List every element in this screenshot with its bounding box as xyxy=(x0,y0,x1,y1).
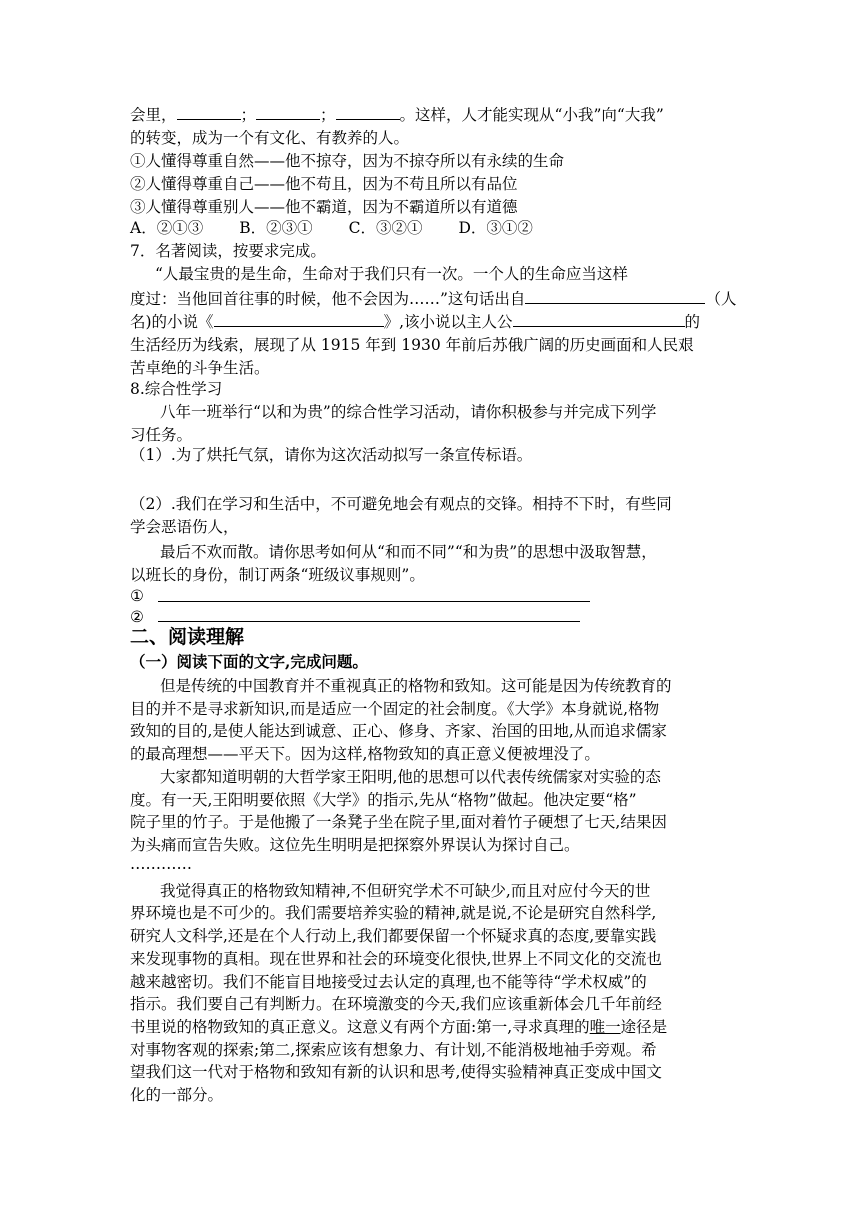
q8-intro-line1: 八年一班举行“以和为贵”的综合性学习活动，请你积极参与并完成下列学 xyxy=(160,403,657,421)
q8-intro-line2: 习任务。 xyxy=(130,426,193,444)
p2-line2: 度。有一天,王阳明要依照《大学》的指示,先从“格物”做起。他决定要“格” xyxy=(130,791,637,809)
q7-line1: “人最宝贵的是生命，生命对于我们只有一次。一个人的生命应当这样 xyxy=(155,265,628,283)
p1-line1: 但是传统的中国教育并不重视真正的格物和致知。这可能是因为传统教育的 xyxy=(160,677,672,695)
q6-option-2: ②人懂得尊重自己——他不苟且，因为不苟且所以有品位 xyxy=(130,175,518,193)
underlined-word: 唯一 xyxy=(589,1018,621,1036)
answer-blank[interactable] xyxy=(336,104,400,120)
ellipsis: ………… xyxy=(130,855,192,873)
p3-line8: 对事物客观的探索;第二,探索应该有想象力、有计划,不能消极地袖手旁观。希 xyxy=(130,1041,657,1059)
q7-line5: 苦卓绝的斗争生活。 xyxy=(130,359,270,377)
p1-line3: 致知的目的,是使人能达到诚意、正心、修身、齐家、治国的田地,从而追求儒家 xyxy=(130,722,667,740)
section-heading: 二、阅读理解 xyxy=(130,626,245,648)
novel-blank[interactable] xyxy=(214,311,384,327)
q7-title: 7．名著阅读，按要求完成。 xyxy=(130,242,326,260)
choice-d[interactable]: D．③①② xyxy=(458,219,533,237)
q8-task2-line3: 最后不欢而散。请你思考如何从“和而不同”“和为贵”的思想中汲取智慧， xyxy=(160,543,657,561)
q8-title: 8.综合性学习 xyxy=(130,380,223,398)
q8-task2-line4: 以班长的身份，制订两条“班级议事规则”。 xyxy=(130,566,425,584)
p1-line2: 目的并不是寻求新知识,而是适应一个固定的社会制度。《大学》本身就说,格物 xyxy=(130,700,660,718)
q6-choices xyxy=(130,217,533,239)
choice-c[interactable]: C．③②① xyxy=(348,219,423,237)
p3-line10: 化的一部分。 xyxy=(130,1086,224,1104)
p2-line4: 为头痛而宣告失败。这位先生明明是把探察外界误认为探讨自己。 xyxy=(130,836,580,854)
protagonist-blank[interactable] xyxy=(513,311,685,327)
q6-line2: 的转变，成为一个有文化、有教养的人。 xyxy=(130,129,410,147)
q6-line1: 会里， ； ； 。这样，人才能实现从“小我”向“大我” xyxy=(130,106,664,124)
q8-task2-line1: （2）.我们在学习和生活中，不可避免地会有观点的交锋。相持不下时，有些同 xyxy=(130,495,672,513)
q7-line3: 名)的小说《 》,该小说以主人公 的 xyxy=(130,313,701,331)
rule-answer-line-2[interactable] xyxy=(158,621,580,622)
p3-line5: 越来越密切。我们不能盲目地接受过去认定的真理,也不能等待“学术权威”的 xyxy=(130,973,647,991)
q6-option-3: ③人懂得尊重别人——他不霸道，因为不霸道所以有道德 xyxy=(130,198,518,216)
p3-line3: 研究人文科学,还是在个人行动上,我们都要保留一个怀疑求真的态度,要靠实践 xyxy=(130,927,657,945)
choice-b[interactable]: B．②③① xyxy=(239,219,313,237)
p2-line3: 院子里的竹子。于是他搬了一条凳子坐在院子里,面对着竹子硬想了七天,结果因 xyxy=(130,813,667,831)
subsection-heading: （一）阅读下面的文字,完成问题。 xyxy=(130,652,368,671)
rule-marker-2: ② xyxy=(130,608,144,626)
p2-line1: 大家都知道明朝的大哲学家王阳明,他的思想可以代表传统儒家对实验的态 xyxy=(160,768,661,786)
choice-a[interactable]: A．②①③ xyxy=(130,219,204,237)
p3-line1: 我觉得真正的格物致知精神,不但研究学术不可缺少,而且对应付今天的世 xyxy=(160,882,651,900)
p3-line9: 望我们这一代对于格物和致知有新的认识和思考,使得实验精神真正变成中国文 xyxy=(130,1063,662,1081)
q8-task2-line2: 学会恶语伤人， xyxy=(130,518,239,536)
answer-blank[interactable] xyxy=(177,104,241,120)
author-blank[interactable] xyxy=(525,288,705,304)
p3-line4: 来发现事物的真相。现在世界和社会的环境变化很快,世界上不同文化的交流也 xyxy=(130,950,662,968)
rule-answer-line-1[interactable] xyxy=(158,601,590,602)
rule-marker-1: ① xyxy=(130,587,144,605)
q7-line2: 度过：当他回首往事的时候，他不会因为……”这句话出自 （人 xyxy=(130,290,737,308)
p1-line4: 的最高理想——平天下。因为这样,格物致知的真正意义便被埋没了。 xyxy=(130,745,600,763)
q6-option-1: ①人懂得尊重自然——他不掠夺，因为不掠夺所以有永续的生命 xyxy=(130,152,565,170)
p3-line7: 书里说的格物致知的真正意义。这意义有两个方面:第一,寻求真理的唯一途径是 xyxy=(130,1018,668,1036)
answer-blank[interactable] xyxy=(256,104,320,120)
p3-line2: 界环境也是不可少的。我们需要培养实验的精神,就是说,不论是研究自然科学, xyxy=(130,904,657,922)
q8-task1: （1）.为了烘托气氛，请你为这次活动拟写一条宣传标语。 xyxy=(130,446,533,464)
p3-line6: 指示。我们要自己有判断力。在环境激变的今天,我们应该重新体会几千年前经 xyxy=(130,995,662,1013)
q7-line4: 生活经历为线索，展现了从 1915 年到 1930 年前后苏俄广阔的历史画面和人民艰 xyxy=(130,336,694,354)
